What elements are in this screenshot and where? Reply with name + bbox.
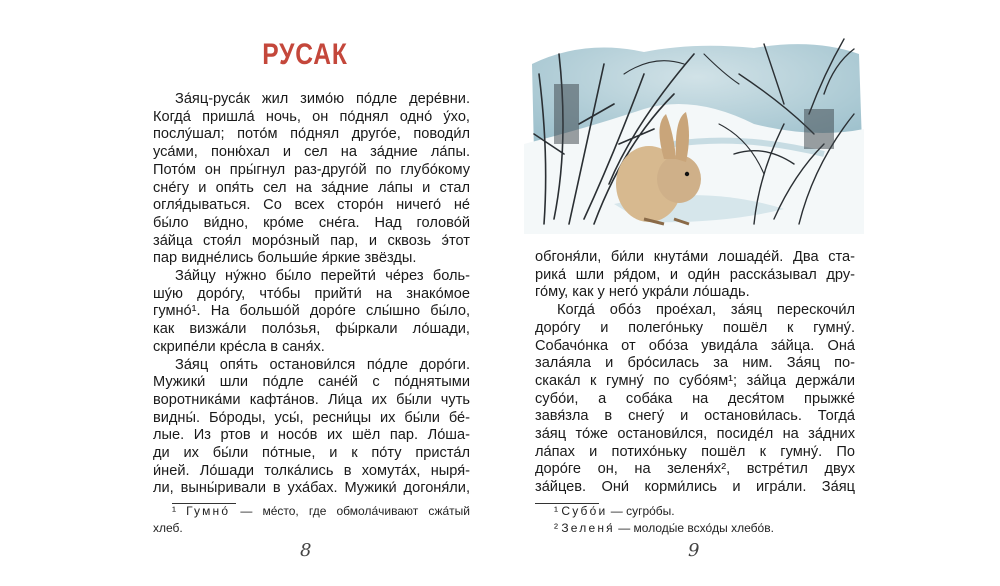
text-line: и́ней. Ло́шади толка́лись в хомута́х, ныря́- (153, 462, 470, 479)
text-line: шу́ю доро́гу, что́бы прийти́ на знако́мое (153, 285, 470, 302)
text-line: Мужики́ шли по́дле сане́й с по́днятыми (153, 374, 470, 391)
paragraph (153, 268, 470, 357)
text-line: рика́ шли ря́дом, и оди́н расска́зывал дру- (535, 266, 855, 283)
text-line: За́яц опя́ть останови́лся по́дле доро́ги. (175, 356, 470, 373)
footnote-2 (554, 520, 854, 537)
text-line: доро́ге он, на зеленя́х², встре́тил двух (535, 461, 855, 478)
text-line: сне́гу и опя́ть сел на за́дние ла́пы и стал (153, 179, 470, 196)
left-footnotes (153, 503, 471, 536)
footnote-mark: ² (554, 520, 558, 535)
hare-in-snow-illustration (524, 34, 864, 234)
text-line: воротника́ми кафта́нов. Ли́ца их бы́ли чуть (153, 391, 470, 408)
text-line: доро́гу и полего́ньку пошёл к гумну́. (535, 319, 855, 336)
text-line: за́йца стоя́л моро́зный пар, и сквозь э́тот (153, 232, 470, 249)
page-number: 9 (688, 540, 700, 561)
text-line: огля́дываться. Со всех сторо́н ничего́ не́ (153, 197, 470, 214)
text-line: уса́ми, поню́хал и сел на за́дние ла́пы. (153, 144, 470, 161)
text-line: Когда́ обо́з прое́хал, за́яц перескочи́л (557, 302, 855, 319)
text-line: пар видне́лись больши́е я́ркие звёзды. (153, 250, 417, 267)
text-line: как визжа́ли поло́зья, фы́ркали ло́шади, (153, 321, 470, 338)
text-line: го́му, как у него́ укра́ли ло́шадь. (535, 284, 750, 301)
text-line: зала́яла и бро́силась за ним. За́яц по- (535, 355, 855, 372)
footnote-text: — ме́сто, где обмола́чивают сжа́тый (230, 504, 471, 518)
text-line: За́яц-руса́к жил зимо́ю по́дле дере́вни. (175, 91, 470, 107)
paragraph (535, 249, 855, 302)
text-line: скрипе́ли кре́сла в саня́х. (153, 338, 325, 355)
footnote-term: Зеленя́ (561, 520, 615, 535)
footnote-term: Гумно́ (186, 504, 231, 518)
text-line: скака́л к гумну́ по субо́ям¹; за́йца держа́ли (535, 372, 855, 389)
footnote-1 (172, 503, 470, 520)
footnote-term: Субо́и (561, 504, 608, 518)
paragraph (153, 91, 470, 268)
text-line: ди их бы́ли по́тные, и к по́ту приста́л (153, 445, 470, 462)
text-line: ли, выны́ривали в уха́бах. Мужики́ догоня́ли, (153, 480, 470, 497)
footnote-text-cont: хлеб. (153, 520, 183, 535)
story-title: РУСАК (262, 38, 348, 71)
page-number: 8 (300, 540, 312, 561)
paragraph (535, 302, 855, 497)
footnote-mark: ¹ (172, 504, 176, 518)
text-line: завя́зла в снегу́ и останови́лась. Тогда́ (535, 408, 855, 425)
text-line: Пото́м он пры́гнул раз-друго́й по глубо́кому (153, 161, 470, 178)
text-line: гумно́¹. На большо́й доро́ге слы́шно бы́ло, (153, 303, 470, 320)
paragraph (153, 357, 470, 499)
left-page-text (153, 91, 470, 498)
text-line: За́йцу ну́жно бы́ло перейти́ че́рез боль- (175, 268, 470, 285)
text-line: видны́. Бо́роды, усы́, ресни́цы их бы́ли бе́- (153, 409, 470, 426)
text-line: за́йцев. Они́ корми́лись и игра́ли. За́яц (535, 479, 855, 496)
right-footnotes (554, 503, 854, 536)
footnote-text: — молоды́е всхо́ды хлебо́в. (614, 520, 774, 535)
text-line: послу́шал; пото́м по́днял друго́е, поводи́л (153, 126, 470, 143)
text-line: лые. Из ртов и носо́в их шёл пар. Ло́ша- (153, 427, 470, 444)
text-line: обгоня́ли, би́ли кнута́ми лошаде́й. Два ста- (535, 249, 855, 265)
footnote-text: — сугро́бы. (607, 504, 675, 518)
text-line: Собачо́нка от обо́за увида́ла за́йца. Она́ (535, 337, 855, 354)
footnote-1 (554, 503, 854, 520)
footnote-mark: ¹ (554, 504, 558, 518)
text-line: ла́пах и потихо́ньку пошёл к гумну́. По (535, 443, 855, 460)
text-line: субо́и, а соба́ка на деся́том прыжке́ (535, 390, 855, 407)
text-line: Когда́ пришла́ ночь, он по́днял одно́ у́хо, (153, 108, 470, 125)
text-line: за́яц то́же останови́лся, посиде́л на за́дних (535, 426, 855, 443)
right-page-text (535, 249, 855, 497)
text-line: бы́ло ви́дно, кро́ме сне́га. Над голово́й (153, 214, 470, 231)
